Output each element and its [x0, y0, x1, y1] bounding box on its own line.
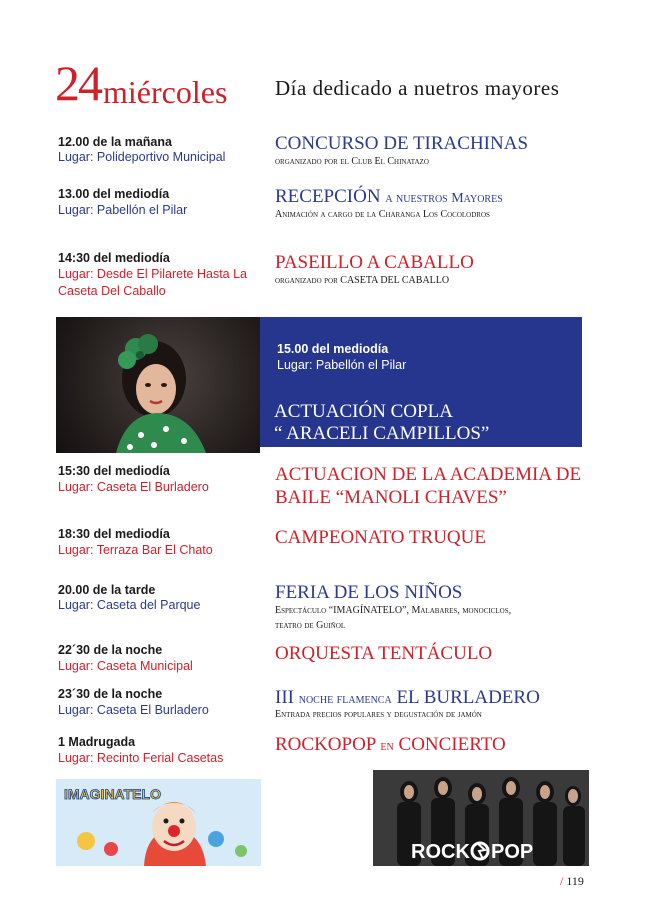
- event-title-line2: BAILE “MANOLI CHAVES”: [275, 487, 507, 508]
- rockopop-logo-part1: ROCK: [411, 841, 470, 863]
- event-time: 20.00 de la tarde: [58, 583, 156, 597]
- day-name: miércoles: [103, 74, 228, 110]
- event-title: ORQUESTA TENTÁCULO: [275, 643, 493, 664]
- day-description: Día dedicado a nuetros mayores: [275, 76, 560, 100]
- event-place: Lugar: Recinto Ferial Casetas: [58, 751, 224, 765]
- event-title-small: a nuestros Mayores: [385, 191, 503, 206]
- band-illustration: [373, 770, 589, 866]
- page-number: [560, 874, 584, 889]
- event-title: [275, 734, 506, 758]
- event-place: Lugar: Pabellón el Pilar: [58, 203, 188, 217]
- rockopop-photo: [373, 770, 589, 866]
- event-title-line2: “ ARACELI CAMPILLOS”: [274, 423, 490, 444]
- page-slash: /: [560, 874, 564, 888]
- page-number-value: 119: [566, 874, 584, 888]
- event-title-small: en: [380, 739, 394, 754]
- event-time: 14:30 del mediodía: [58, 251, 170, 265]
- imaginatelo-photo: [56, 779, 261, 866]
- event-title: CAMPEONATO TRUQUE: [275, 527, 486, 548]
- rockopop-logo-part2: POP: [491, 841, 534, 863]
- featured-event-band: [260, 317, 582, 447]
- event-title-small: noche flamenca: [298, 692, 392, 707]
- event-subtitle: organizado por el Club El Chinatazo: [275, 156, 429, 167]
- event-title: FERIA DE LOS NIÑOS: [275, 582, 463, 603]
- event-subtitle-line2: teatro de Guiñol: [275, 620, 346, 631]
- event-time: 15.00 del mediodía: [277, 342, 389, 356]
- event-title: CONCURSO DE TIRACHINAS: [275, 133, 529, 154]
- day-number: 24: [55, 55, 101, 111]
- event-time: 22´30 de la noche: [58, 643, 163, 657]
- singer-photo: [56, 317, 260, 453]
- event-title-prefix: III: [275, 687, 294, 708]
- event-title-line1: ACTUACIÓN COPLA: [274, 401, 453, 422]
- event-time: 23´30 de la noche: [58, 687, 163, 701]
- event-place: Lugar: Caseta El Burladero: [58, 703, 209, 717]
- event-title-main: EL BURLADERO: [396, 687, 540, 708]
- event-title-main: RECEPCIÓN: [275, 186, 381, 207]
- event-time: 15:30 del mediodía: [58, 464, 170, 478]
- event-place: Lugar: Pabellón el Pilar: [277, 358, 407, 372]
- event-place: Lugar: Desde El Pilarete Hasta La Caseta Del Caballo: [58, 267, 247, 298]
- event-time: 13.00 del mediodía: [58, 187, 170, 201]
- event-subtitle: organizado por CASETA DEL CABALLO: [275, 275, 450, 286]
- event-subtitle: Entrada precios populares y degustación de jamón: [275, 709, 482, 720]
- event-time: 18:30 del mediodía: [58, 527, 170, 541]
- singer-illustration: [56, 317, 260, 453]
- event-subtitle-line1: Espectáculo “IMAGÍNATELO”, Malabares, monociclos,: [275, 605, 512, 616]
- event-place: Lugar: Caseta El Burladero: [58, 480, 209, 494]
- clown-illustration: [56, 779, 261, 866]
- event-time: 12.00 de la mañana: [58, 135, 172, 149]
- event-place: Lugar: Caseta Municipal: [58, 659, 193, 673]
- event-title-line1: ACTUACION DE LA ACADEMIA DE: [275, 464, 582, 485]
- event-place: Lugar: Polideportivo Municipal: [58, 150, 226, 164]
- event-subtitle: Animación a cargo de la Charanga Los Cocolodros: [275, 209, 490, 220]
- event-place: Lugar: Terraza Bar El Chato: [58, 543, 213, 557]
- event-title-end: CONCIERTO: [398, 734, 506, 755]
- event-title: PASEILLO A CABALLO: [275, 252, 474, 273]
- event-place: Lugar: Caseta del Parque: [58, 598, 201, 612]
- imaginatelo-logo: IMAGINATELO: [64, 786, 161, 802]
- event-time: 1 Madrugada: [58, 735, 136, 749]
- event-title-main: ROCKOPOP: [275, 734, 376, 755]
